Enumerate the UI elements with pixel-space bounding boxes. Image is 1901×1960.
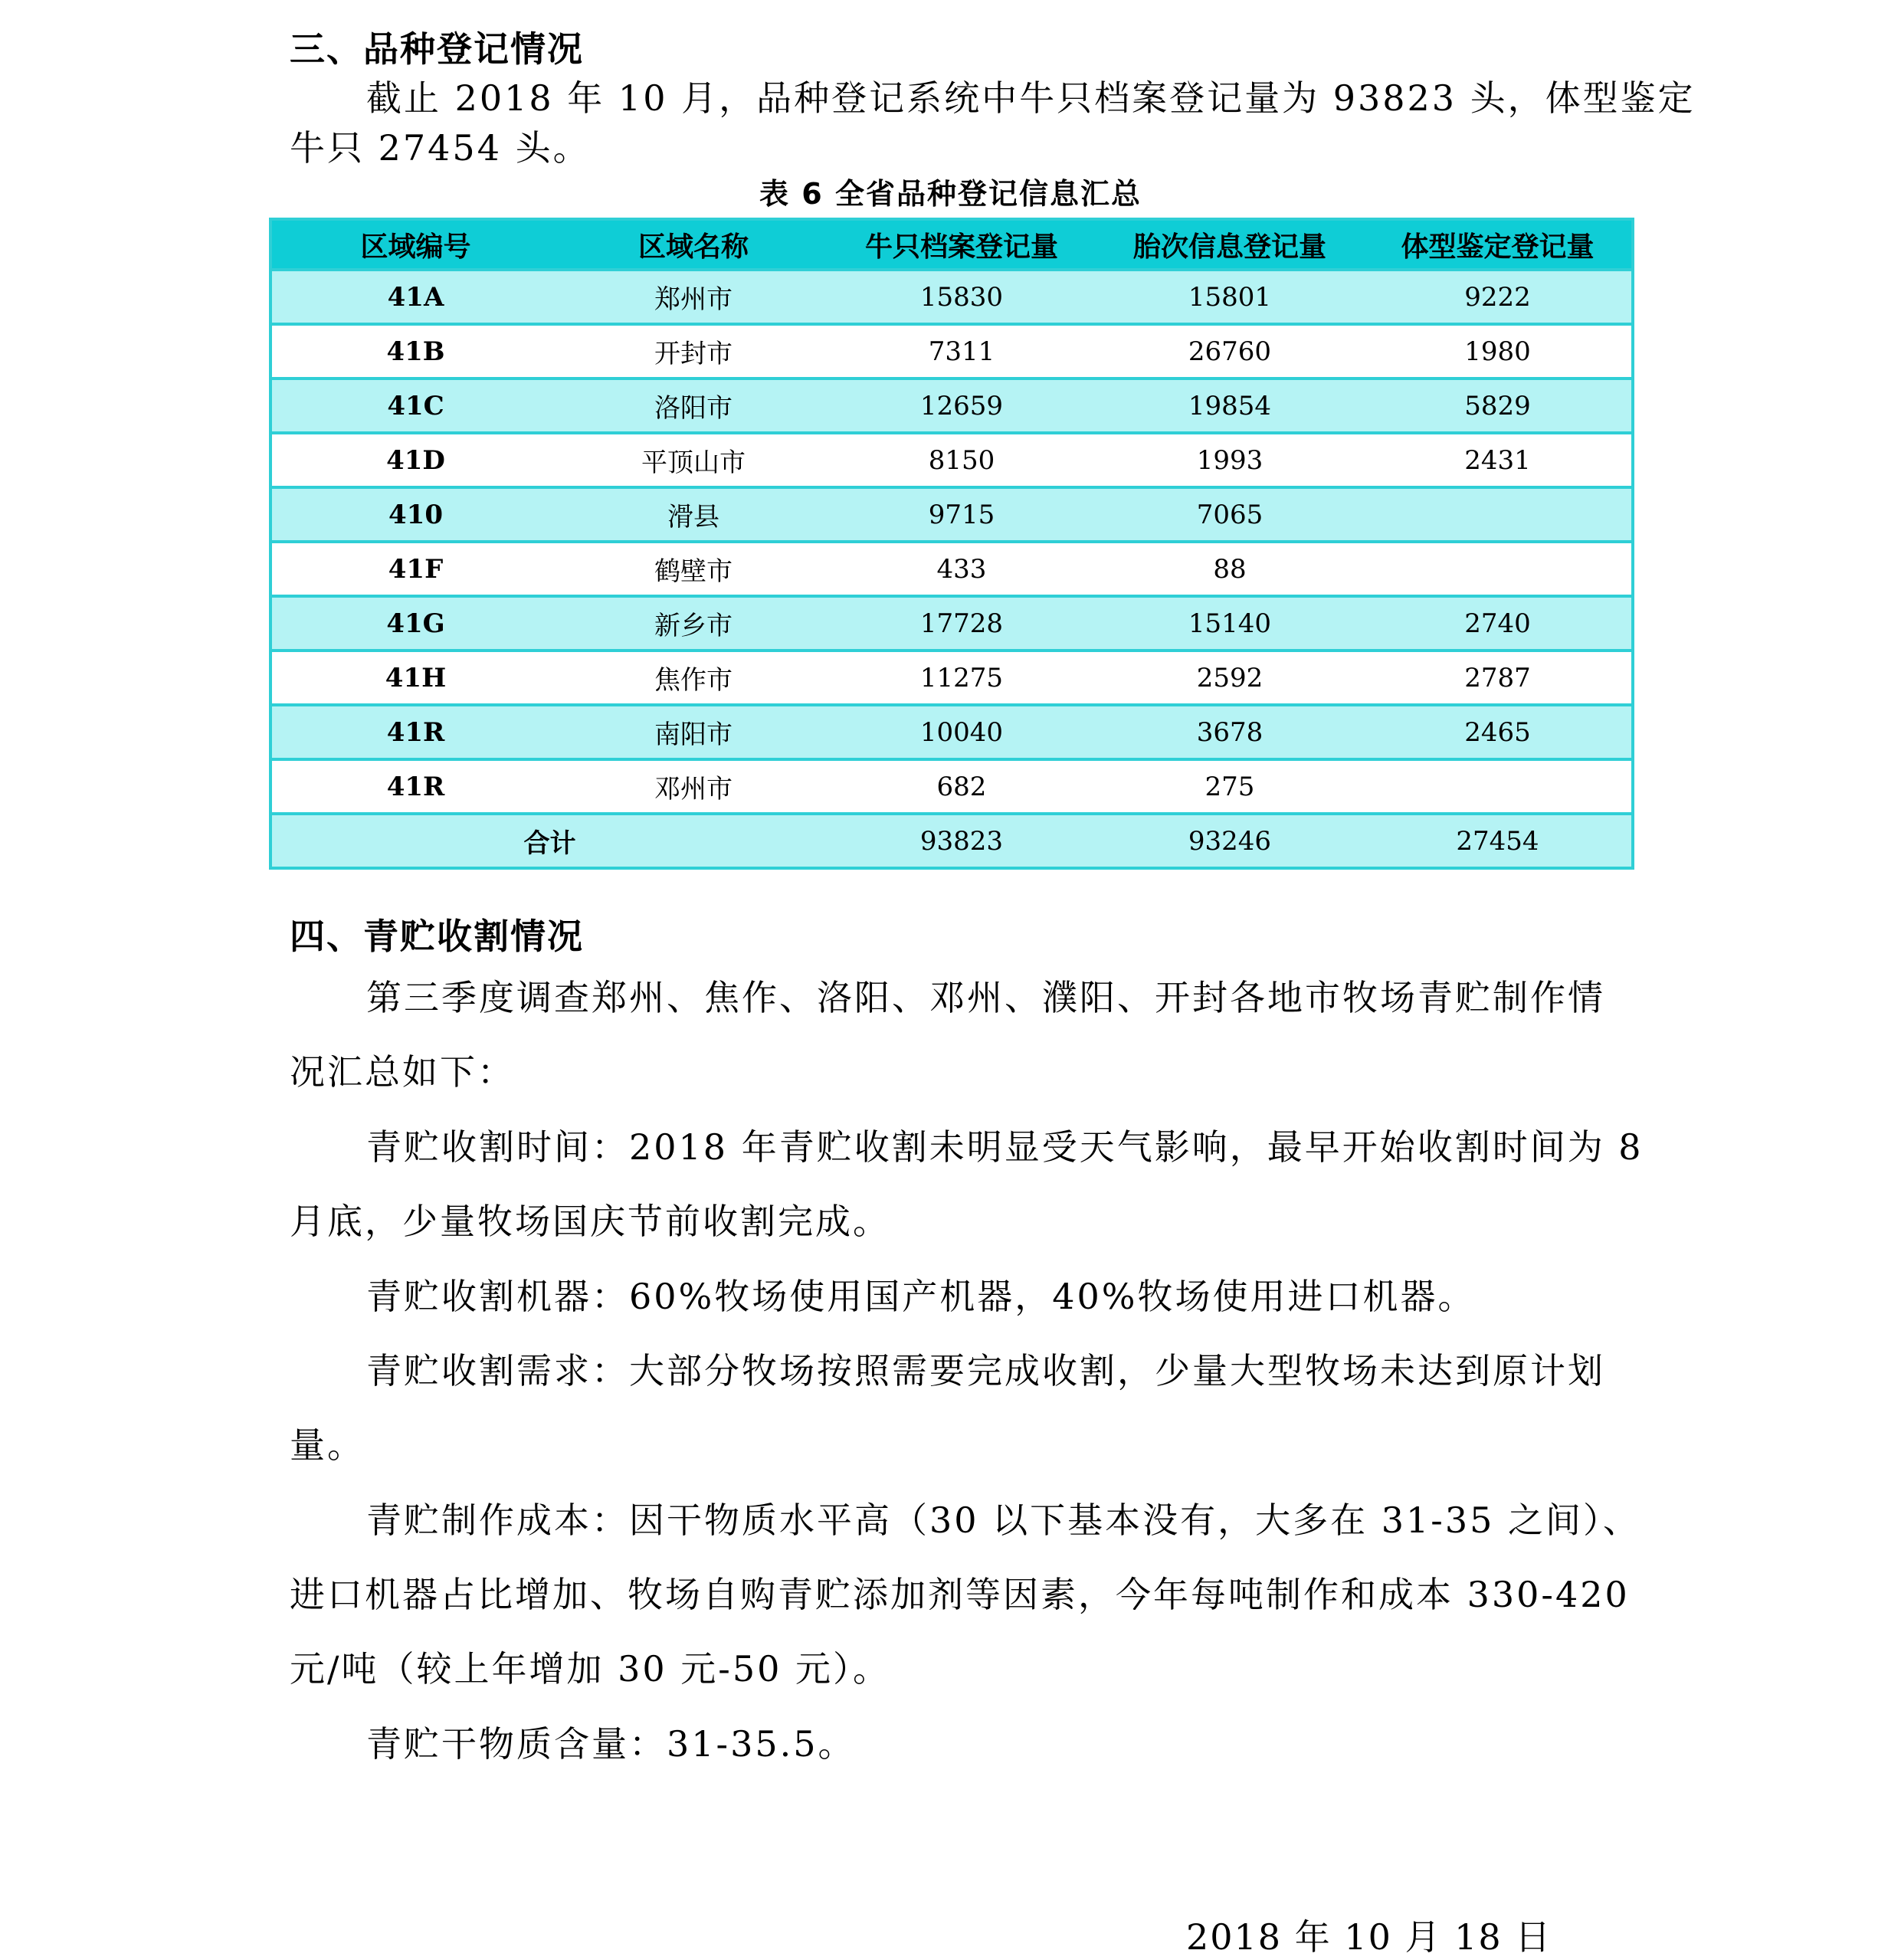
header-archive-count: 牛只档案登记量	[828, 221, 1096, 270]
cell-parity: 15801	[1096, 270, 1364, 324]
cell-code: 41A	[272, 270, 559, 324]
table-row	[272, 542, 1631, 596]
cell-code: 41H	[272, 651, 559, 705]
cell-type: 5829	[1364, 379, 1631, 433]
cell-name: 鹤壁市	[559, 542, 828, 596]
section3-heading: 三、品种登记情况	[290, 28, 584, 70]
cell-name: 开封市	[559, 324, 828, 379]
cell-name: 滑县	[559, 487, 828, 542]
cell-archive: 10040	[828, 705, 1096, 759]
cell-name: 南阳市	[559, 705, 828, 759]
cell-archive: 7311	[828, 324, 1096, 379]
section4-p2-line2: 月底，少量牧场国庆节前收割完成。	[290, 1201, 890, 1242]
cell-archive: 11275	[828, 651, 1096, 705]
table-row	[272, 759, 1631, 814]
cell-type: 2465	[1364, 705, 1631, 759]
section4-p1-line1: 第三季度调查郑州、焦作、洛阳、邓州、濮阳、开封各地市牧场青贮制作情	[366, 977, 1605, 1018]
table-total-row	[272, 814, 1631, 867]
cell-code: 41F	[272, 542, 559, 596]
cell-archive: 433	[828, 542, 1096, 596]
table-caption: 表 6 全省品种登记信息汇总	[759, 177, 1142, 211]
table-row	[272, 651, 1631, 705]
table-row	[272, 324, 1631, 379]
cell-code: 41C	[272, 379, 559, 433]
cell-code: 41R	[272, 705, 559, 759]
document-date: 2018 年 10 月 18 日	[1186, 1916, 1552, 1958]
cell-name: 郑州市	[559, 270, 828, 324]
cell-archive: 12659	[828, 379, 1096, 433]
cell-code: 41G	[272, 596, 559, 651]
cell-archive: 8150	[828, 433, 1096, 487]
cell-code: 41D	[272, 433, 559, 487]
table-row	[272, 705, 1631, 759]
section4-p5-line2: 进口机器占比增加、牧场自购青贮添加剂等因素，今年每吨制作和成本 330-420	[290, 1574, 1630, 1615]
cell-type	[1364, 759, 1631, 814]
table-row	[272, 596, 1631, 651]
cell-parity: 1993	[1096, 433, 1364, 487]
section3-paragraph-line1: 截止 2018 年 10 月，品种登记系统中牛只档案登记量为 93823 头，体型鉴定	[366, 77, 1696, 119]
cell-parity: 88	[1096, 542, 1364, 596]
cell-type: 2740	[1364, 596, 1631, 651]
cell-archive: 9715	[828, 487, 1096, 542]
cell-archive: 15830	[828, 270, 1096, 324]
cell-name: 新乡市	[559, 596, 828, 651]
header-parity-count: 胎次信息登记量	[1096, 221, 1364, 270]
section4-p2-line1: 青贮收割时间：2018 年青贮收割未明显受天气影响，最早开始收割时间为 8	[366, 1126, 1644, 1168]
section4-p4-line2: 量。	[290, 1424, 365, 1466]
cell-parity: 19854	[1096, 379, 1364, 433]
cell-type: 9222	[1364, 270, 1631, 324]
cell-total-label: 合计	[272, 814, 828, 867]
cell-code: 410	[272, 487, 559, 542]
cell-archive: 682	[828, 759, 1096, 814]
table-row	[272, 379, 1631, 433]
section4-p3-line1: 青贮收割机器：60%牧场使用国产机器，40%牧场使用进口机器。	[366, 1276, 1476, 1317]
cell-name: 邓州市	[559, 759, 828, 814]
section4-p5-line1: 青贮制作成本：因干物质水平高（30 以下基本没有，大多在 31-35 之间）、	[366, 1499, 1641, 1541]
registration-table	[269, 218, 1634, 870]
cell-parity: 7065	[1096, 487, 1364, 542]
section4-heading: 四、青贮收割情况	[290, 916, 584, 957]
cell-name: 洛阳市	[559, 379, 828, 433]
table-row	[272, 487, 1631, 542]
cell-name: 焦作市	[559, 651, 828, 705]
table-row	[272, 270, 1631, 324]
section4-p5-line3: 元/吨（较上年增加 30 元-50 元）。	[290, 1648, 890, 1690]
cell-total-type: 27454	[1364, 814, 1631, 867]
table-row	[272, 433, 1631, 487]
table-header-row	[272, 221, 1631, 270]
cell-code: 41B	[272, 324, 559, 379]
cell-name: 平顶山市	[559, 433, 828, 487]
cell-total-parity: 93246	[1096, 814, 1364, 867]
cell-type: 2431	[1364, 433, 1631, 487]
header-region-code: 区域编号	[272, 221, 559, 270]
section4-p6-line1: 青贮干物质含量：31-35.5。	[366, 1723, 856, 1765]
cell-type	[1364, 487, 1631, 542]
cell-type: 2787	[1364, 651, 1631, 705]
section4-p1-line2: 况汇总如下：	[290, 1051, 515, 1093]
section3-paragraph-line2: 牛只 27454 头。	[290, 127, 591, 169]
cell-parity: 2592	[1096, 651, 1364, 705]
section4-p4-line1: 青贮收割需求：大部分牧场按照需要完成收割，少量大型牧场未达到原计划	[366, 1350, 1605, 1391]
cell-archive: 17728	[828, 596, 1096, 651]
header-type-count: 体型鉴定登记量	[1364, 221, 1631, 270]
header-region-name: 区域名称	[559, 221, 828, 270]
cell-type: 1980	[1364, 324, 1631, 379]
cell-parity: 275	[1096, 759, 1364, 814]
cell-parity: 3678	[1096, 705, 1364, 759]
cell-code: 41R	[272, 759, 559, 814]
cell-parity: 26760	[1096, 324, 1364, 379]
cell-parity: 15140	[1096, 596, 1364, 651]
cell-type	[1364, 542, 1631, 596]
cell-total-archive: 93823	[828, 814, 1096, 867]
